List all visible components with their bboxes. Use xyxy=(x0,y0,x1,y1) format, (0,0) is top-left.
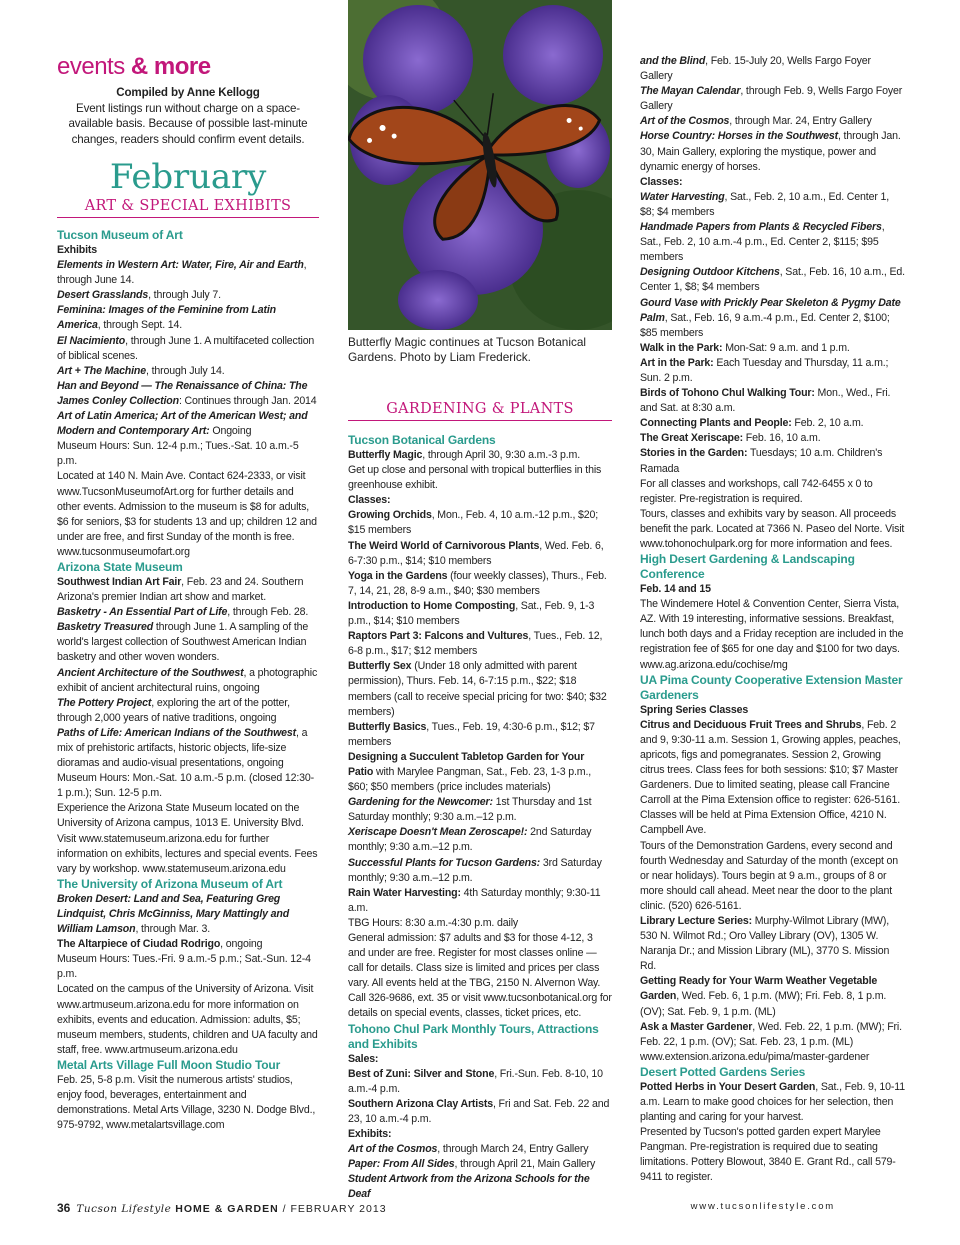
brand-more: & more xyxy=(130,53,211,80)
entry: Ancient Architecture of the Southwest, a photographic exhibit of ancient architectural ruins, ongoing xyxy=(57,666,318,694)
photo-caption: Butterfly Magic continues at Tucson Botanical Gardens. Photo by Liam Frederick. xyxy=(348,335,587,364)
entry: Water Harvesting, Sat., Feb. 2, 10 a.m., Ed. Center 1, $8; $4 members xyxy=(640,190,890,218)
section-title-gardening: GARDENING & PLANTS xyxy=(348,400,612,421)
sub-heading: Classes: xyxy=(640,175,683,188)
entry: The Mayan Calendar, through Feb. 9, Wells Fargo Foyer Gallery xyxy=(640,85,903,113)
url: www.extension.arizona.edu/pima/master-gardener xyxy=(640,1050,870,1063)
entry: Gardening for the Newcomer: 1st Thursday and 1st Saturday monthly; 9:30 a.m.–12 p.m. xyxy=(348,796,592,824)
org-heading: Desert Potted Gardens Series xyxy=(640,1064,806,1079)
entry: Connecting Plants and People: Feb. 2, 10 a.m. xyxy=(640,417,864,430)
org-heading: Tucson Botanical Gardens xyxy=(348,433,496,447)
listing-metal-arts-village xyxy=(57,1058,319,1133)
entry: Potted Herbs in Your Desert Garden, Sat., Feb. 9, 10-11 a.m. Learn to make good choices for her selection, then planting and caring for your harvest. xyxy=(640,1080,905,1124)
entry: Paths of Life: American Indians of the Southwest, a mix of prehistoric artifacts, historic objects, life-size dioramas and audio-visual presentations, ongoing xyxy=(57,726,308,770)
magazine-name: Tucson Lifestyle xyxy=(76,1203,172,1215)
butterfly-photo xyxy=(348,0,612,330)
column-gardening-cont xyxy=(640,54,906,1186)
entry: Walk in the Park: Mon-Sat: 9 a.m. and 1 p.m. xyxy=(640,341,850,354)
entry: Successful Plants for Tucson Gardens: 3rd Saturday monthly; 9:30 a.m.–12 p.m. xyxy=(348,856,602,884)
sub-heading: Exhibits xyxy=(57,244,98,256)
listing-pima-master-gardeners xyxy=(640,673,906,1065)
column-art-exhibits xyxy=(57,0,319,1133)
entry: Gourd Vase with Prickly Pear Skeleton & Pygmy Date Palm, Sat., Feb. 16, 9 a.m.-4 p.m., Ed. Center 2, $100; $85 members xyxy=(640,296,901,339)
entry: The Weird World of Carnivorous Plants, Wed. Feb. 6, 6-7:30 p.m., $14; $10 members xyxy=(348,539,604,567)
entry: Art + The Machine, through July 14. xyxy=(57,364,225,377)
entry: Citrus and Deciduous Fruit Trees and Shrubs, Feb. 2 and 9, 9:30-11 a.m. Session 1, Growing apples, peaches, apricots, figs and pomegranates. Session 2, Growing citrus trees. Class fees for both sessions: $10; $7 Master Gardeners. Due to limited seating, please call Francine Carroll at the Pima Extension office to register: 626-5161. Classes will be held at Pima Extension Office, 4210 N. Campbell Ave. xyxy=(640,718,901,837)
info: Tours, classes and exhibits vary by season. All proceeds benefit the park. Located at 7366 N. Paseo del Norte. Visit www.tohonochulpark.org for more information and fees. xyxy=(640,507,905,550)
org-heading: UA Pima County Cooperative Extension Master Gardeners xyxy=(640,672,903,702)
hours: Museum Hours: Mon.-Sat. 10 a.m.-5 p.m. (closed 12:30-1 p.m.); Sun. 12-5 p.m. xyxy=(57,772,314,800)
entry: Yoga in the Gardens (four weekly classes), Thurs., Feb. 7, 14, 21, 28, 8-9 a.m., $40; $30 members xyxy=(348,569,607,597)
hours: Museum Hours: Tues.-Fri. 9 a.m.-5 p.m.; Sat.-Sun. 12-4 p.m. xyxy=(57,953,311,981)
org-heading: The University of Arizona Museum of Art xyxy=(57,876,283,891)
org-heading: Tucson Museum of Art xyxy=(57,228,183,242)
info: General admission: $7 adults and $3 for those 4-12, 3 and under are free. Register for most classes online — call for details. Class size is limited and prices per class vary. All events held at the TBG, 2150 N. Alvernon Way. Call 326-9686, ext. 35 or visit www.tucsonbotanical.org for details on special events, classes, ticket prices, etc. xyxy=(348,932,612,1020)
org-heading: Tohono Chul Park Monthly Tours, Attractions and Exhibits xyxy=(348,1021,599,1051)
page-number: 36 xyxy=(57,1201,71,1215)
sub-heading: Feb. 14 and 15 xyxy=(640,583,711,596)
events-brand xyxy=(57,53,319,81)
entry: Student Artwork from the Arizona Schools for the Deaf xyxy=(348,1173,590,1201)
sub-heading: Spring Series Classes xyxy=(640,703,749,716)
info: For all classes and workshops, call 742-6455 x 0 to register. Pre-registration is required. xyxy=(640,477,873,505)
entry: Feminina: Images of the Feminine from Latin America, through Sept. 14. xyxy=(57,304,276,332)
entry: Southwest Indian Art Fair, Feb. 23 and 24. Southern Arizona's premier Indian art show and market. xyxy=(57,575,304,604)
listing-tohono-chul-cont xyxy=(640,54,906,552)
entry: Designing a Succulent Tabletop Garden for Your Patio with Marylee Pangman, Sat., Feb. 23, 1-3 p.m., $60; $50 members (price includes materials) xyxy=(348,750,592,794)
entry: Growing Orchids, Mon., Feb. 4, 10 a.m.-12 p.m., $20; $15 members xyxy=(348,509,599,537)
entry: Raptors Part 3: Falcons and Vultures, Tues., Feb. 12, 6-8 p.m., $17; $12 members xyxy=(348,630,603,658)
entry: Elements in Western Art: Water, Fire, Air and Earth, through June 14. xyxy=(57,259,307,287)
entry: Butterfly Basics, Tues., Feb. 19, 4:30-6 p.m., $12; $7 members xyxy=(348,720,595,748)
entry: Art in the Park: Each Tuesday and Thursday, 11 a.m.; Sun. 2 p.m. xyxy=(640,356,889,384)
entry: The Great Xeriscape: Feb. 16, 10 a.m. xyxy=(640,432,821,445)
intro xyxy=(57,85,319,147)
info: Located at 140 N. Main Ave. Contact 624-2333, or visit www.TucsonMuseumofArt.org for further details and other events. Admission to the museum is $8 for adults, $6 for seniors, $3 for students 13 and up; children 12 and under are free, and first Sunday of the month is free. www.tucsonmuseumofart.org xyxy=(57,470,317,558)
org-heading: Arizona State Museum xyxy=(57,559,183,574)
listing-tucson-museum-of-art xyxy=(57,228,319,560)
info: Presented by Tucson's potted garden expert Marylee Pangman. Pre-registration is required due to seating limitations. Pottery Blowout, 3840 E. Grant Rd., call 579-9411 to register. xyxy=(640,1126,896,1184)
entry: Best of Zuni: Silver and Stone, Fri.-Sun. Feb. 8-10, 10 a.m.-4 p.m. xyxy=(348,1067,603,1095)
section-name: HOME & GARDEN xyxy=(175,1203,279,1215)
entry: The Altarpiece of Ciudad Rodrigo, ongoing xyxy=(57,938,263,951)
entry: Basketry - An Essential Part of Life, through Feb. 28. xyxy=(57,606,309,619)
footer-website: www.tucsonlifestyle.com xyxy=(690,1201,835,1212)
entry: Southern Arizona Clay Artists, Fri and Sat. Feb. 22 and 23, 10 a.m.-4 p.m. xyxy=(348,1097,610,1125)
entry: Han and Beyond — The Renaissance of China: The James Conley Collection: Continues through Jan. 2014 xyxy=(57,379,317,407)
listing-tucson-botanical-gardens xyxy=(348,433,612,1022)
org-heading: High Desert Gardening & Landscaping Conference xyxy=(640,552,855,582)
entry: Art of the Cosmos, through March 24, Entry Gallery xyxy=(348,1143,589,1156)
entry: Paper: From All Sides, through April 21, Main Gallery xyxy=(348,1158,596,1171)
entry: Horse Country: Horses in the Southwest, through Jan. 30, Main Gallery, exploring the mystique, power and dynamic energy of horses. xyxy=(640,130,901,173)
entry: Art of the Cosmos, through Mar. 24, Entry Gallery xyxy=(640,115,872,128)
entry: The Pottery Project, exploring the art of the potter, through 2,000 years of native traditions, ongoing xyxy=(57,696,290,724)
entry: Ask a Master Gardener, Wed. Feb. 22, 1 p.m. (MW); Fri. Feb. 22, 1 p.m. (OV); Sat. Feb. 23, 1 p.m. (ML) xyxy=(640,1020,902,1048)
sub-heading: Exhibits: xyxy=(348,1128,392,1141)
info: Experience the Arizona State Museum located on the University of Arizona campus, 1013 E. University Blvd. Visit www.statemuseum.arizona.edu for further information on exhibits, lectures and special events. Fees vary by workshop. www.statemuseum.arizona.edu xyxy=(57,802,318,875)
hours: TBG Hours: 8:30 a.m.-4:30 p.m. daily xyxy=(348,916,519,929)
entry: El Nacimiento, through June 1. A multifaceted collection of biblical scenes. xyxy=(57,334,315,362)
footer-left xyxy=(57,1201,387,1221)
entry: Art of Latin America; Art of the American West; and Modern and Contemporary Art: Ongoing xyxy=(57,410,308,438)
issue-date: / FEBRUARY 2013 xyxy=(282,1203,387,1215)
month-title: February xyxy=(109,157,267,197)
entry: Butterfly Magic, through April 30, 9:30 a.m.-3 p.m. xyxy=(348,449,580,461)
entry: Library Lecture Series: Murphy-Wilmot Library (MW), 530 N. Wilmot Rd.; Oro Valley Library (OV), 1305 W. Naranja Dr.; and Mission Library (ML), 3770 S. Mission Rd. xyxy=(640,914,890,973)
entry: Xeriscape Doesn't Mean Zeroscape!: 2nd Saturday monthly; 9:30 a.m.–12 p.m. xyxy=(348,826,592,854)
listing-high-desert-conference xyxy=(640,552,906,673)
sub-heading: Classes: xyxy=(348,494,391,507)
sub-heading: Sales: xyxy=(348,1052,379,1065)
entry: Stories in the Garden: Tuesdays; 10 a.m. Children's Ramada xyxy=(640,447,883,475)
listing-desert-potted-gardens xyxy=(640,1065,906,1186)
butterfly-illustration xyxy=(348,0,612,330)
entry: Basketry Treasured through June 1. A sampling of the world's largest collection of Southwest American Indian basketry and other woven wonders. xyxy=(57,621,309,664)
listing-arizona-state-museum xyxy=(57,560,319,877)
listing-tohono-chul xyxy=(348,1022,612,1203)
listing-ua-museum-of-art xyxy=(57,877,319,1058)
entry: Introduction to Home Composting, Sat., Feb. 9, 1-3 p.m., $14; $10 members xyxy=(348,599,595,628)
entry: and the Blind, Feb. 15-July 20, Wells Fargo Foyer Gallery xyxy=(640,55,871,83)
hours: Museum Hours: Sun. 12-4 p.m.; Tues.-Sat. 10 a.m.-5 p.m. xyxy=(57,440,299,468)
entry: Butterfly Sex (Under 18 only admitted with parent permission), Thurs. Feb. 14, 6-7:15 p.m., $22; $18 members (call to receive special pricing for two: $40; $32 members) xyxy=(348,660,607,718)
section-title-art: ART & SPECIAL EXHIBITS xyxy=(57,197,319,218)
column-gardening xyxy=(348,400,612,1203)
org-heading: Metal Arts Village Full Moon Studio Tour xyxy=(57,1057,281,1072)
intro-text: Event listings run without charge on a space-available basis. Because of possible last-minute changes, readers should confirm event details. xyxy=(68,101,308,146)
entry: Rain Water Harvesting: 4th Saturday monthly; 9:30-11 a.m. xyxy=(348,886,601,914)
info: Feb. 25, 5-8 p.m. Visit the numerous artists' studios, enjoy food, beverages, entertainment and demonstrations. Metal Arts Village, 3230 N. Dodge Blvd., 975-9792, www.metalartsvillage.com xyxy=(57,1073,316,1132)
entry: Designing Outdoor Kitchens, Sat., Feb. 16, 10 a.m., Ed. Center 1, $8; $4 members xyxy=(640,266,905,294)
compiled-by: Compiled by Anne Kellogg xyxy=(116,86,260,99)
info: Located on the campus of the University of Arizona. Visit www.artmuseum.arizona.edu for more information on exhibits, events and education. Admission: adults, $5; museum members, students, children and UA faculty and staff, free. www.artmuseum.arizona.edu xyxy=(57,983,318,1056)
entry: Broken Desert: Land and Sea, Featuring Greg Lindquist, Chris McGinniss, Mary Mattingly and William Lamson, through Mar. 3. xyxy=(57,892,290,936)
info: The Windemere Hotel & Convention Center, Sierra Vista, AZ. With 19 interesting, informative sessions. Breakfast, lunch both days and a Friday reception are included in the registration fee of $65 for one day and $100 for two days. www.ag.arizona.edu/cochise/mg xyxy=(640,598,904,671)
entry: Desert Grasslands, through July 7. xyxy=(57,289,221,302)
entry: Getting Ready for Your Warm Weather Vegetable Garden, Wed. Feb. 6, 1 p.m. (MW); Fri. Feb. 8, 1 p.m. (OV); Sat. Feb. 9, 1 p.m. (ML) xyxy=(640,975,887,1018)
brand-events: events xyxy=(57,53,125,80)
entry: Birds of Tohono Chul Walking Tour: Mon., Wed., Fri. and Sat. at 8:30 a.m. xyxy=(640,387,891,415)
entry: Handmade Papers from Plants & Recycled Fibers, Sat., Feb. 2, 10 a.m.-4 p.m., Ed. Center 2, $115; $95 members xyxy=(640,221,885,264)
info: Tours of the Demonstration Gardens, every second and fourth Wednesday and Saturday of the month (except on or near holidays). Tours begin at 9 a.m., groups of 8 or more should call ahead. Meet near the door to the plant clinic. (520) 626-5161. xyxy=(640,839,899,912)
entry-desc: Get up close and personal with tropical butterflies in this greenhouse exhibit. xyxy=(348,464,602,492)
